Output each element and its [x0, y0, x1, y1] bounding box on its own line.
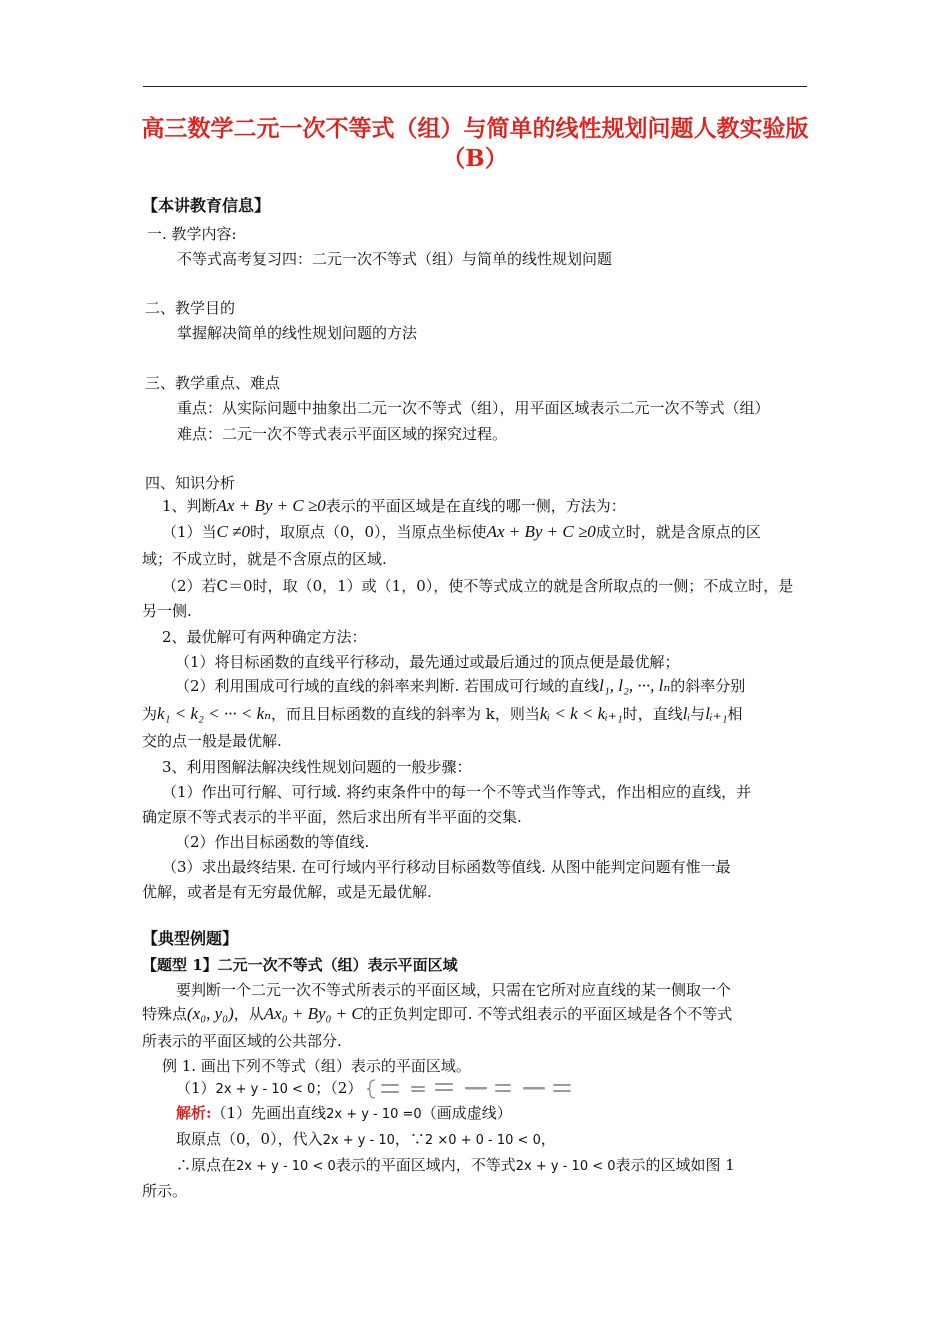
- knowledge-3c: （3）求出最终结果. 在可行域内平行移动目标函数等值线. 从图中能判定问题有惟一最: [162, 858, 731, 876]
- math-expression: Ax₀ + By₀ + C: [263, 1004, 363, 1023]
- section-header-examples: 【典型例题】: [142, 929, 239, 948]
- knowledge-1a-cont: 域；不成立时，就是不含原点的区域.: [142, 550, 387, 568]
- knowledge-3a: （1）作出可行解、可行域. 将约束条件中的每一个不等式当作等式，作出相应的直线，并: [162, 783, 752, 801]
- para-content: 不等式高考复习四：二元一次不等式（组）与简单的线性规划问题: [177, 250, 613, 268]
- math-c-nonzero: C ≠0: [216, 522, 250, 541]
- section-header-info: 【本讲教育信息】: [142, 196, 271, 215]
- para-difficulty: 难点：二元一次不等式表示平面区域的探究过程。: [177, 425, 508, 443]
- example-1-items: （1）2x + y - 10 < 0；（2）: [176, 1078, 577, 1100]
- knowledge-2c: 为k₁ < k₂ < ··· < kₙ，而且目标函数的直线的斜率为 k，则当kᵢ < k < kᵢ₊₁时，直线lᵢ与lᵢ₊₁相: [142, 704, 743, 723]
- math-li: lᵢ: [682, 704, 691, 723]
- type-1-para-2: 特殊点(x₀, y₀)，从Ax₀ + By₀ + C的正负判定即可. 不等式组表示的平面区域是各个不等式: [142, 1004, 733, 1023]
- knowledge-1b: （2）若C＝0时，取（0，1）或（1，0），使不等式成立的就是含所取点的一侧；不成立时，是: [162, 577, 794, 595]
- math-slopes: k₁ < k₂ < ··· < kₙ: [157, 704, 272, 723]
- type-1-heading: 【题型 1】二元一次不等式（组）表示平面区域: [142, 956, 458, 974]
- document-title: [140, 114, 810, 174]
- math-lines: l₁, l₂, ···, lₙ: [599, 676, 671, 695]
- example-1: 例 1. 画出下列不等式（组）表示的平面区域。: [162, 1057, 471, 1075]
- math-inequality: Ax + By + C ≥0: [216, 496, 326, 515]
- para-keypoint: 重点：从实际问题中抽象出二元一次不等式（组），用平面区域表示二元一次不等式（组）: [177, 399, 770, 417]
- para-purpose: 掌握解决简单的线性规划问题的方法: [177, 324, 418, 342]
- knowledge-2d: 交的点一般是最优解.: [142, 732, 282, 750]
- heading-knowledge: 四、知识分析: [145, 474, 236, 492]
- title-line-2: （B）: [442, 145, 508, 172]
- knowledge-2a: （1）将目标函数的直线平行移动，最先通过或最后通过的顶点便是最优解；: [175, 653, 680, 671]
- knowledge-3c-cont: 优解，或者是有无穷最优解，或是无最优解.: [142, 883, 432, 901]
- type-1-para: 要判断一个二元一次不等式所表示的平面区域，只需在它所对应直线的某一侧取一个: [176, 981, 732, 999]
- knowledge-1a: （1）当C ≠0时，取原点（0，0），当原点坐标使Ax + By + C ≥0成立时，就是含原点的区: [162, 522, 761, 541]
- knowledge-1b-cont: 另一侧.: [142, 602, 192, 620]
- knowledge-3a-cont: 确定原不等式表示的半平面，然后求出所有半平面的交集.: [142, 808, 522, 826]
- math-inequality: Ax + By + C ≥0: [486, 522, 596, 541]
- heading-content: 一. 教学内容:: [147, 225, 237, 243]
- math-inequality-b: 2x + y - 10 < 0: [515, 1159, 616, 1174]
- math-line: 2x + y - 10 =0: [326, 1107, 422, 1122]
- math-substitution: 2 ×0 + 0 - 10 < 0: [424, 1133, 541, 1148]
- heading-purpose: 二、教学目的: [145, 299, 236, 317]
- top-rule: [143, 86, 807, 87]
- heading-keypoints: 三、教学重点、难点: [145, 374, 281, 392]
- solution-3: ∴原点在2x + y - 10 < 0表示的平面区域内，不等式2x + y - 10 < 0表示的区域如图 1: [176, 1156, 735, 1174]
- math-inequality-1: 2x + y - 10 < 0: [215, 1082, 316, 1097]
- math-expr: 2x + y - 10: [322, 1133, 395, 1148]
- knowledge-2: 2、最优解可有两种确定方法：: [162, 628, 367, 646]
- knowledge-3b: （2）作出目标函数的等值线.: [175, 833, 370, 851]
- math-inequality-a: 2x + y - 10 < 0: [236, 1159, 336, 1174]
- inequality-system-image: [367, 1078, 577, 1100]
- math-li1: lᵢ₊₁: [705, 704, 728, 723]
- type-1-para-3: 所表示的平面区域的公共部分.: [142, 1032, 342, 1050]
- solution-1: 解析:（1）先画出直线2x + y - 10 =0（画成虚线）: [176, 1104, 512, 1122]
- knowledge-1: 1、判断Ax + By + C ≥0表示的平面区域是在直线的哪一侧，方法为：: [162, 496, 626, 515]
- solution-label: 解析:: [176, 1104, 212, 1122]
- solution-2: 取原点（0，0），代入2x + y - 10，∵2 ×0 + 0 - 10 < 0，: [176, 1130, 556, 1148]
- knowledge-2b: （2）利用围成可行域的直线的斜率来判断. 若围成可行域的直线l₁, l₂, ···, lₙ的斜率分别: [175, 676, 746, 695]
- knowledge-3: 3、利用图解法解决线性规划问题的一般步骤：: [162, 758, 472, 776]
- math-point: (x₀, y₀): [187, 1004, 234, 1023]
- title-line-1: 高三数学二元一次不等式（组）与简单的线性规划问题人教实验版: [141, 115, 809, 142]
- math-slope-range: kᵢ < k < kᵢ₊₁: [539, 704, 623, 723]
- solution-4: 所示。: [142, 1182, 188, 1200]
